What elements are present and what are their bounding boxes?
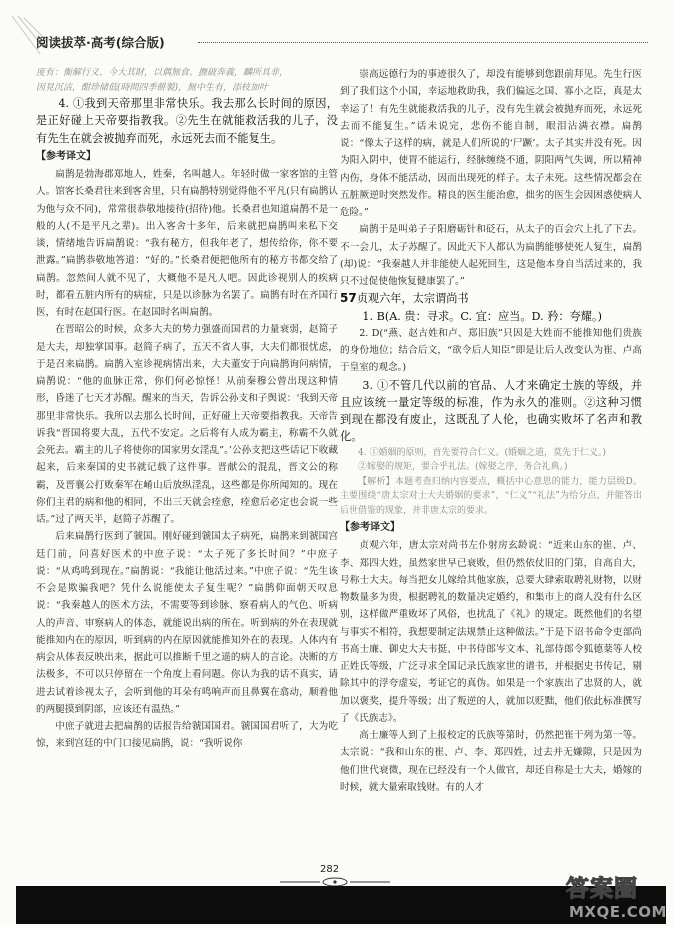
faded-line-2: 因見沉洁，酣珍储低(時問四季餅製)，無中生有，添枝加叶 [36, 82, 269, 93]
reference-translation-label: 【参考译文】 [36, 150, 96, 162]
faded-line-1: 度有：衡解行义、今大其財，以偶無食、撫破奔義，麟所具非， [36, 68, 289, 78]
translation-paragraph: 贞观六年，唐太宗对尚书左仆射房玄龄说：“近来山东的崔、卢、李、郑四大姓，虽然家世早已衰败，但仍然依仗旧的门第，自高自大，号称士大夫。每当把女儿嫁给其他家族，总要大肆索取聘礼财物，以财物数量多为贵，根据聘礼的数量决定婚约，和集市上的商人没有什么区别，这样做严重败坏了风俗，也扰乱了《礼》的规定。既然他们的名望与事实不相符，我想要制定法规禁止这种做法。”于是下诏书命令吏部尚书高士廉、御史大夫韦挺、中书侍郎岑文本、礼部侍郎令狐德棻等人校正姓氏等级，广泛寻求全国记录氏族家世的谱书，并根据史书传记，剔除其中的浮夸虚妄，考证它的真伪。如果是一个家族出了忠贤的人，就加以褒奖，提升等级；出了叛逆的人，就加以贬黜，他们依此标准撰写了《氏族志》。 [340, 540, 642, 724]
answer-q3: 3. ①不管几代以前的官品、人才来确定士族的等级，并且应该统一量定等级的标准，作为永久的准则。②这种习惯到现在都没有废止，这既乱了人伦，也确实败坏了名声和教化。 [340, 378, 642, 444]
answer-q4: 4. ①我到天帝那里非常快乐。我去那么长时间的原因，是正好碰上天帝要指教我。②先生在就能救活我的儿子，没有先生在就会被抛弃而死，永远死去而不能复生。 [36, 97, 338, 145]
analysis-note: 【解析】本题考查归纳内容要点，概括中心意思的能力，能力层级D。主要围绕“唐太宗对士大夫婚姻的要求”，“仁义”“礼法”为给分点，并能答出后世借鉴的现象，并非唐太宗的要求。 [340, 476, 642, 516]
answer-q4-line2: ②嫁娶的规矩，要合乎礼法。(嫁娶之序，务合礼典。) [358, 462, 568, 472]
translation-paragraph: 扁鹊于是叫弟子子阳磨砺针和砭石，从太子的百会穴上扎了下去。不一会儿，太子苏醒了。因此天下人都认为扁鹊能够使死人复生，扁鹊(却)说：“我秦越人并非能使人起死回生，这是他本身自当活过来的，我只不过促使他恢复健康罢了。” [340, 224, 642, 287]
watermark-top: 答案圈 [566, 876, 638, 902]
translation-paragraph: 后来扁鹊行医到了虢国。刚好碰到虢国太子病死，扁鹊来到虢国宫廷门前，问喜好医术的中庶子说：“太子死了多长时间？”中庶子说：“从鸡鸣到现在。”扁鹊说：“我能让他活过来。”中庶子说：“先生该不会是欺骗我吧？凭什么说能使太子复生呢？”扁鹊仰面朝天叹息说：“我秦越人的医术方法，不需要等到诊脉、察看病人的气色、听病人的声音、审察病人的体态，就能说出病的所在。听到病的外在表现就能推知内在的原因，听到病的内在原因就能推知外在的表现。人体内有病会从体表反映出来，据此可以推断千里之遥的病人的言论。决断的方法极多，不可以只停留在一个角度上看问题。你认为我的话不真实，请进去试着诊视太子，会听到他的耳朵有鸣响声而且鼻翼在翕动，顺着他的两腿摸到阴部，应该还有温热。” [36, 531, 338, 715]
answer-q4-line1: 4. ①婚姻的原则，首先要符合仁义。(婚姻之道，莫先于仁义。) [358, 447, 606, 458]
page-header-title: 阅读拔萃·高考(综合版) [36, 35, 165, 50]
translation-paragraph: 扁鹊是勃海郡郑地人，姓秦，名叫越人。年轻时做一家客馆的主管人。馆客长桑君往来到客舍里，只有扁鹊特别觉得他不平凡(只有扁鹊认为他与众不同)，常常很恭敬地接待(招待)他。长桑君也知道扁鹊不是一般的人(不是平凡之辈)。出入客舍十多年，后来就把扁鹊叫来私下交谈，情绪地告诉扁鹊说：“我有秘方，但我年老了，想传给你，你不要泄露。”扁鹊恭敬地答道：“好的。”长桑君便把他所有的秘方书都交给了扁鹊。忽然间人就不见了，大概他不是凡人吧。因此诊视别人的疾病时，都看五脏内所有的病症，只是以诊脉为名罢了。扁鹊有时在齐国行医，有时在赵国行医。在赵国时名叫扁鹊。 [36, 169, 338, 318]
translation-paragraph: 中庶子就进去把扁鹊的话报告给虢国国君。虢国国君听了，大为吃惊，来到宫廷的中门口接见扁鹊，说：“我听说你 [36, 721, 338, 750]
left-column [36, 66, 338, 753]
translation-paragraph: 在晋昭公的时候，众多大夫的势力强盛而国君的力量衰弱，赵简子是大夫，却独掌国事。赵简子病了，五天不省人事，大夫们都很忧虑，于是召来扁鹊。扁鹊入室诊视病情出来，大夫董安于向扁鹊询问病情，扁鹊说：“他的血脉正常，你们何必惊怪！从前秦穆公曾出现这种情形，昏迷了七天才苏醒。醒来的当天，告诉公孙支和子舆说：‘我到天帝那里非常快乐。我所以去那么长时间，正好碰上天帝要指教我。天帝告诉我“晋国将要大乱，五代不安定。之后将有人成为霸主，称霸不久就会死去。霸主的儿子将使你的国家男女淫乱”。’公孙支把这些话记下收藏起来，后来秦国的史书就记载了这件事。晋献公的混乱，晋文公的称霸，及晋襄公打败秦军在崤山后放纵淫乱，这些都是你所闻知的。现在你们主君的病和他的相同，不出三天就会痊愈，痊愈后必定也会说一些话。”过了两天半，赵简子苏醒了。 [36, 324, 338, 525]
section-title: 贞观六年，太宗谓尚书 [356, 292, 469, 306]
answer-q1: 1. B(A. 贵：寻求。C. 宜：应当。D. 矜：夸耀。) [362, 309, 602, 323]
header-rule [198, 42, 648, 43]
page-number: 282 [320, 864, 340, 875]
translation-paragraph: 高士廉等人到了上报校定的氏族等第时，仍然把崔干列为第一等。太宗说：“我和山东的崔、卢、李、郑四姓，过去并无嫌隙，只是因为他们世代衰微，现在已经没有一个人做官，却还自称是士大夫，婚嫁的时候，就大量索取钱财。有的人才 [340, 730, 642, 793]
answer-q2: 2. D(“燕、赵古姓和卢、郑旧族”只因是大姓而不能推知他们贵族的身份地位；结合后文，“欲令后人知臣”即是让后人改变认为崔、卢高于皇室的观念。) [340, 327, 642, 374]
section-heading [340, 290, 642, 307]
translation-paragraph: 崇高远德行为的事迹很久了，却没有能够到您跟前拜见。先生行医到了我们这个小国，幸运地救助我，我们偏远之国、寡小之臣，真是太幸运了！有先生就能救活我的儿子，没有先生就会被抛弃而死，永远死去而不能复生。”话未说完，悲伤不能自制，眼泪沾满衣襟。扁鹊说：“像太子这样的病，就是人们所说的‘尸蹶’。太子其实并没有死。因为阳入阴中，使胃不能运行，经脉缠绕不通，阴阳两气失调，所以精神内伤，身体不能活动，因而出现死的样子。太子未死。这些情况都会在五脏厥逆时突然发作。精良的医生能治愈，拙劣的医生会因困惑使病人危险。” [340, 69, 642, 218]
watermark-bottom: MXQE.COM [569, 903, 667, 921]
right-column [340, 66, 642, 796]
reference-translation-label: 【参考译文】 [340, 522, 400, 533]
question-number: 57 [340, 291, 357, 306]
